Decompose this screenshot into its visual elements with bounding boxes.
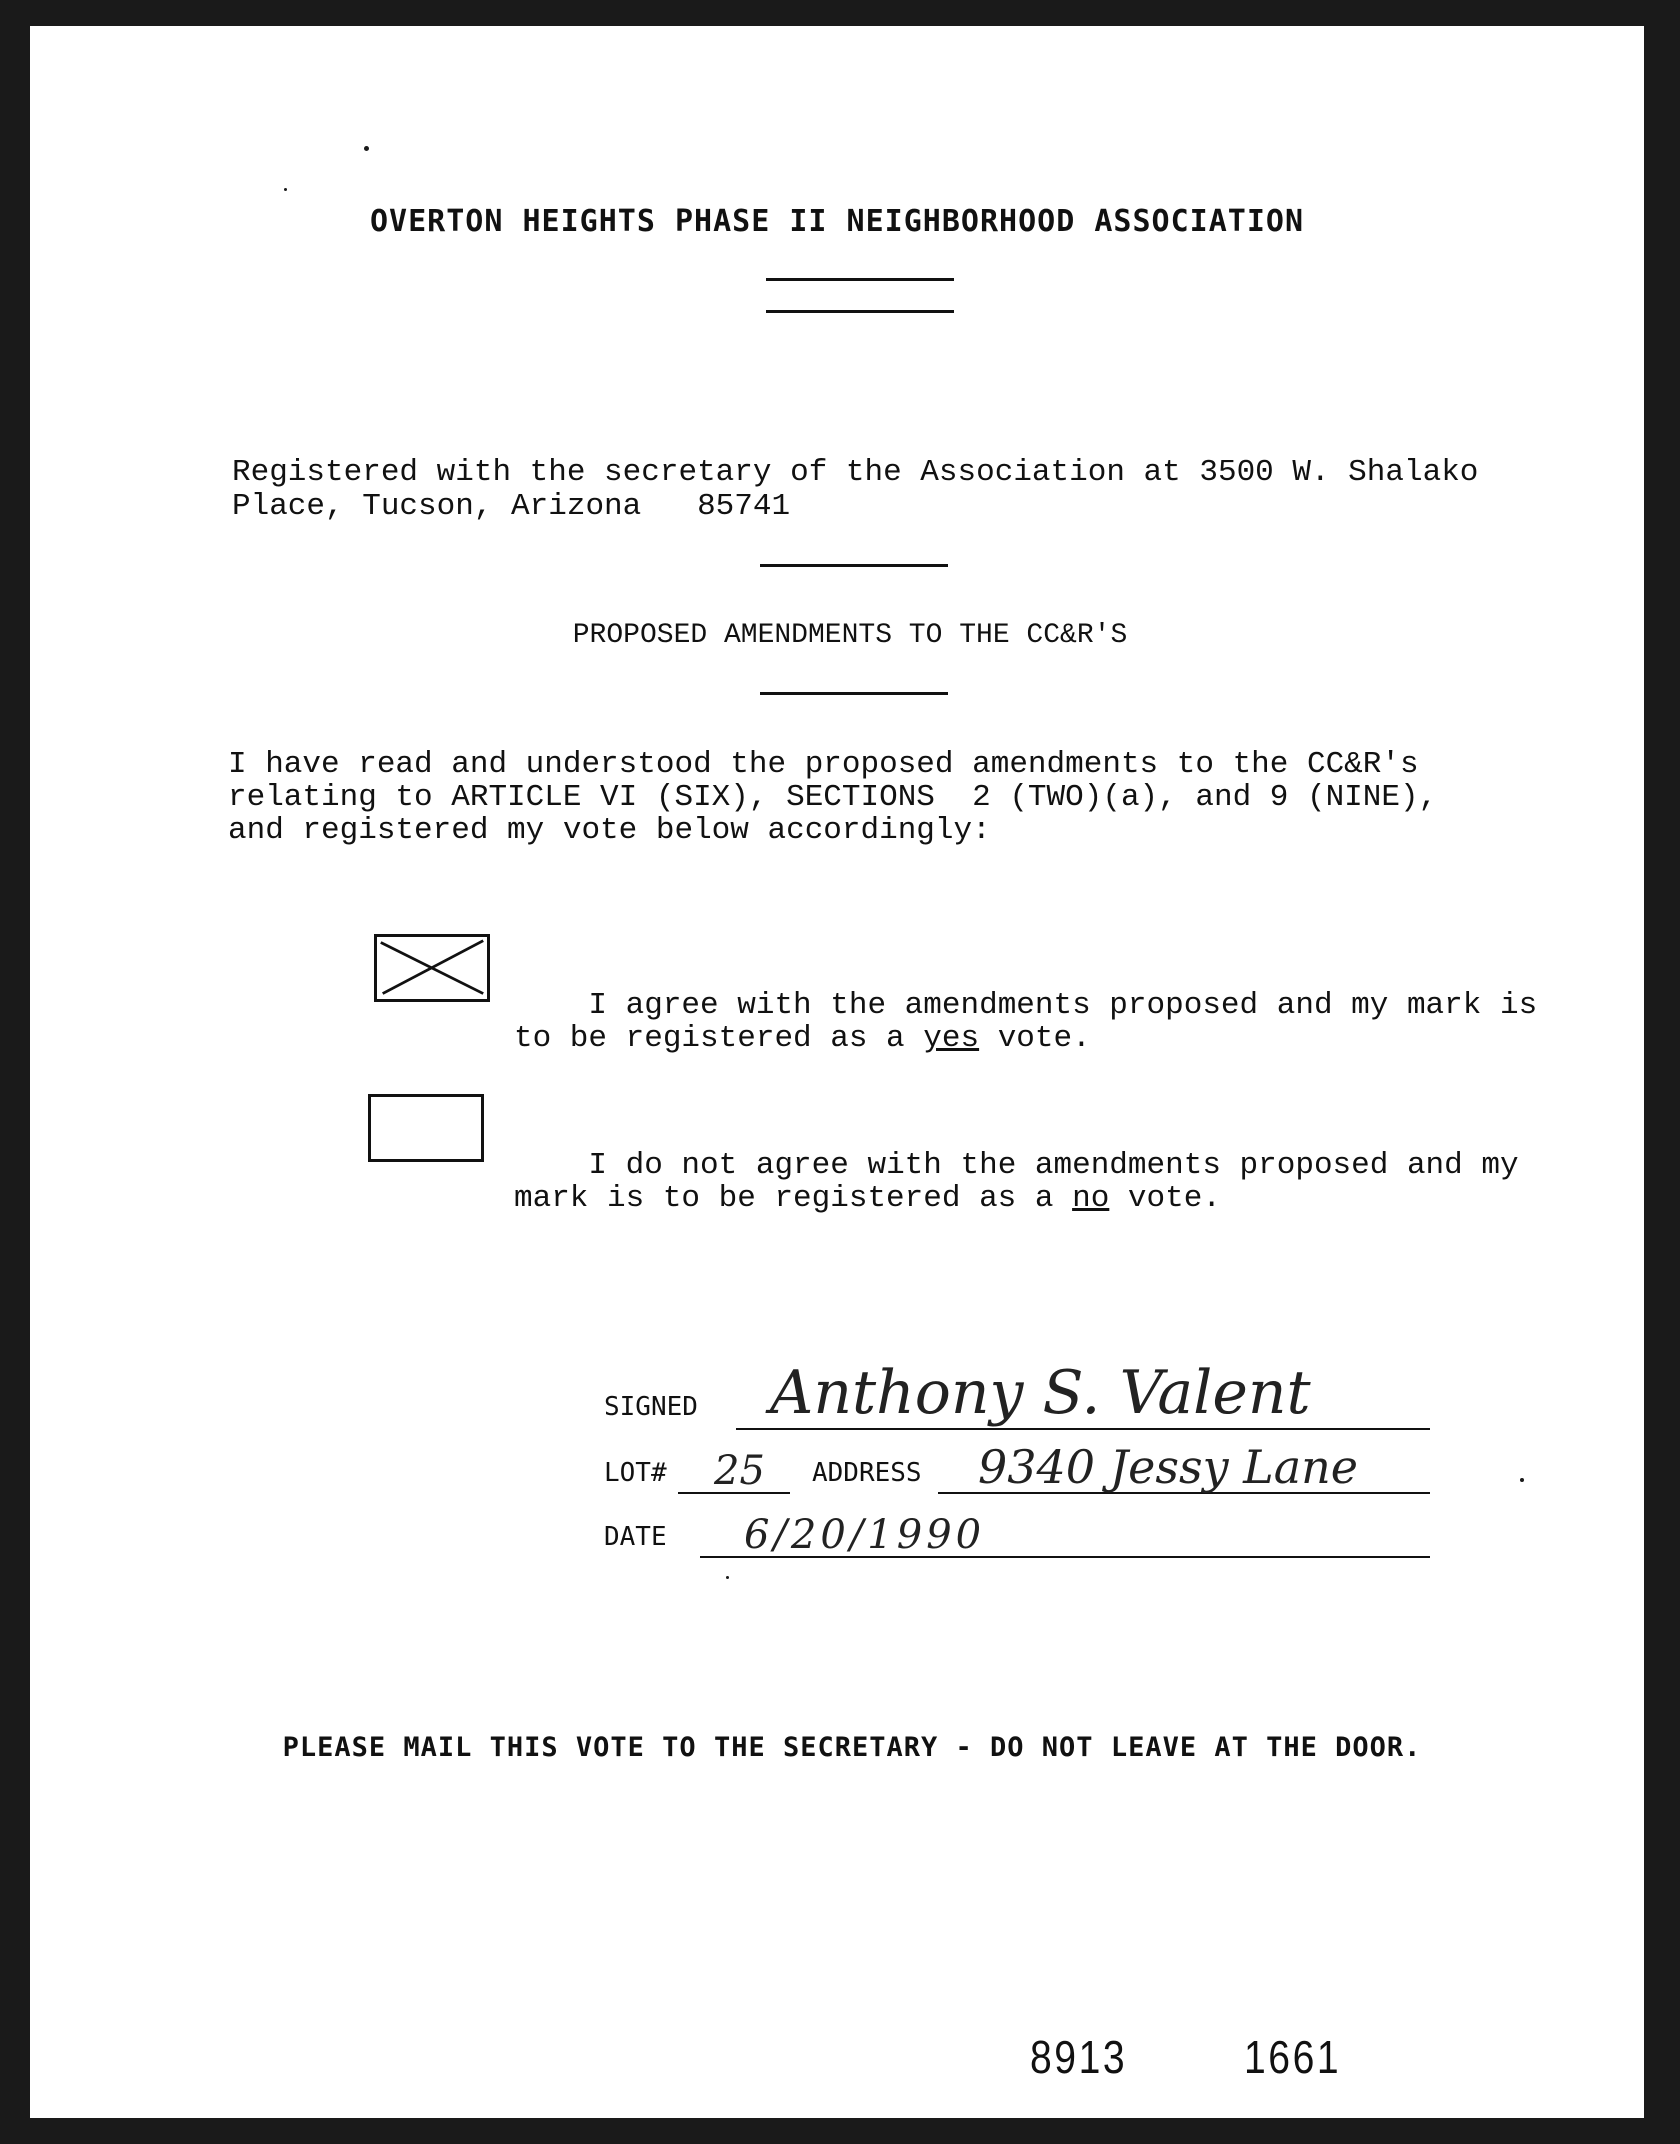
date-value[interactable]: 6/20/1990 bbox=[744, 1512, 986, 1558]
scan-speck bbox=[726, 1576, 729, 1579]
scan-speck bbox=[364, 146, 369, 151]
address-label: ADDRESS bbox=[812, 1458, 922, 1488]
amendments-preamble: I have read and understood the proposed amendments to the CC&R's relating to ARTICLE VI (SIX), SECTIONS 2 (TWO)(a), and 9 (NINE), and registered my vote below accordingly: bbox=[228, 747, 1438, 848]
scan-speck bbox=[1520, 1478, 1524, 1482]
disagree-checkbox[interactable] bbox=[368, 1094, 484, 1162]
address-value[interactable]: 9340 Jessy Lane bbox=[978, 1440, 1358, 1494]
title-rule-bottom bbox=[766, 310, 954, 313]
disagree-option-line1: I do not agree with the amendments proposed and my bbox=[588, 1148, 1519, 1183]
registration-statement: Registered with the secretary of the Association at 3500 W. Shalako Place, Tucson, Arizona 85741 bbox=[232, 455, 1479, 524]
agree-option-line1: I agree with the amendments proposed and my mark is bbox=[588, 988, 1538, 1023]
disagree-option-line2-suffix: vote. bbox=[1109, 1181, 1221, 1216]
yes-vote-word: yes bbox=[923, 1021, 980, 1056]
scan-speck bbox=[284, 188, 287, 191]
signature-value[interactable]: Anthony S. Valent bbox=[770, 1358, 1311, 1428]
agree-option-line2-suffix: vote. bbox=[979, 1021, 1091, 1056]
document-number-left: 8913 bbox=[1030, 2031, 1128, 2083]
no-vote-word: no bbox=[1072, 1181, 1110, 1216]
document-page bbox=[30, 26, 1644, 2118]
disagree-option-text bbox=[514, 1116, 1519, 1248]
section-rule-top bbox=[760, 564, 948, 567]
association-title: OVERTON HEIGHTS PHASE II NEIGHBORHOOD ASSOCIATION bbox=[369, 204, 1304, 239]
signed-line bbox=[736, 1428, 1430, 1430]
document-number-right: 1661 bbox=[1244, 2031, 1342, 2083]
date-label: DATE bbox=[604, 1522, 667, 1552]
agree-option-text bbox=[514, 956, 1537, 1088]
disagree-option-line2-prefix: mark is to be registered as a bbox=[514, 1181, 1073, 1216]
agree-option-line2-prefix: to be registered as a bbox=[514, 1021, 924, 1056]
section-rule-bottom bbox=[760, 692, 948, 695]
mail-notice: PLEASE MAIL THIS VOTE TO THE SECRETARY - DO NOT LEAVE AT THE DOOR. bbox=[282, 1732, 1422, 1763]
signed-label: SIGNED bbox=[604, 1392, 698, 1422]
lot-label: LOT# bbox=[604, 1458, 667, 1488]
agree-checkbox[interactable] bbox=[374, 934, 490, 1002]
lot-value[interactable]: 25 bbox=[714, 1448, 765, 1494]
amendments-heading: PROPOSED AMENDMENTS TO THE CC&R'S bbox=[572, 620, 1128, 651]
x-mark-icon bbox=[377, 937, 487, 999]
title-rule-top bbox=[766, 278, 954, 281]
